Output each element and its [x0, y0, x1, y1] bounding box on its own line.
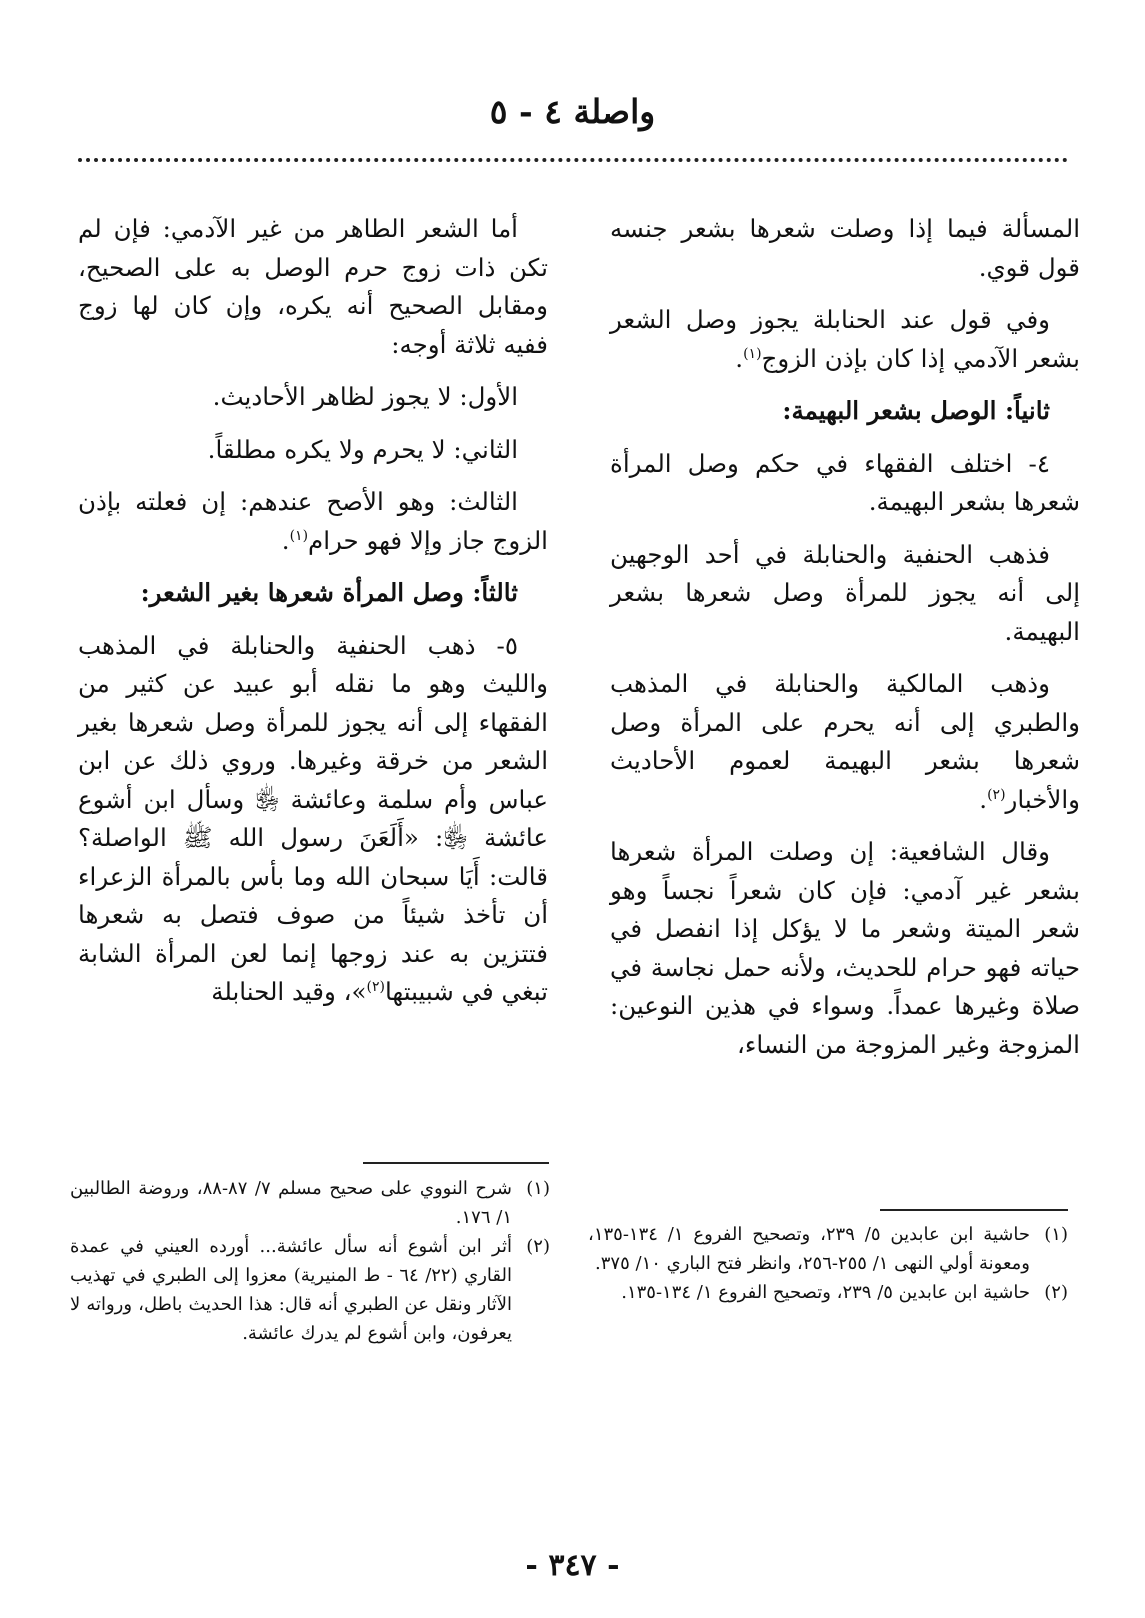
paragraph-text: وقال الشافعية: إن وصلت المرأة شعرها بشعر غير آدمي: فإن كان شعراً نجساً وهو شعر الميتة وشعر ما لا يؤكل إذا انفصل في حياته فهو حرام للحديث، ولأنه حمل نجاسة في صلاة وغيرها عمداً. وسواء في هذين النوعين: المزوجة وغير المزوجة من النساء،: [610, 837, 1080, 1059]
paragraph-text: ٤- اختلف الفقهاء في حكم وصل المرأة شعرها بشعر البهيمة.: [610, 448, 1080, 516]
paragraph-text: وذهب المالكية والحنابلة في المذهب والطبري إلى أنه يحرم على المرأة وصل شعرها بشعر البهيمة لعموم الأحاديث والأخبار: [610, 669, 1080, 814]
right-paragraph-5: [610, 665, 1080, 819]
footnote-number: (٢): [526, 1236, 550, 1257]
left-footnote-0: [70, 1174, 550, 1232]
right-footnote-0: [588, 1220, 1068, 1278]
right-paragraph-0: [610, 210, 1080, 287]
footnote-text: أثر ابن أشوع أنه سأل عائشة... أورده العيني في عمدة القاري (٢٢/ ٦٤ - ط المنيرية) معزوا إلى الطبري في تهذيب الآثار ونقل عن الطبري أنه قال: هذا الحديث باطل، ورواته لا يعرفون، وابن أشوع لم يدرك عائشة.: [70, 1236, 512, 1344]
left-paragraph-2: [78, 431, 548, 470]
right-paragraph-3: [610, 445, 1080, 522]
left-paragraph-0: [78, 210, 548, 364]
left-paragraph-3: [78, 483, 548, 560]
paragraph-text: المسألة فيما إذا وصلت شعرها بشعر جنسه قول قوي.: [610, 214, 1080, 282]
paragraph-text: ثالثاً: وصل المرأة شعرها بغير الشعر:: [140, 578, 518, 607]
footnote-reference: (١): [743, 345, 762, 362]
footnote-reference: (٢): [366, 978, 385, 995]
paragraph-text: الثالث: وهو الأصح عندهم: إن فعلته بإذن الزوج جاز وإلا فهو حرام: [78, 487, 548, 555]
paragraph-tail: .: [979, 784, 988, 814]
left-column: [78, 210, 548, 1026]
page-number: [0, 1548, 1145, 1583]
footnotes-left: [70, 1174, 550, 1348]
page-number-text: - ٣٤٧ -: [525, 1548, 620, 1583]
page-header: [0, 92, 1145, 131]
paragraph-text: الثاني: لا يحرم ولا يكره مطلقاً.: [207, 434, 518, 464]
footnotes-right: [588, 1220, 1068, 1307]
right-paragraph-1: [610, 301, 1080, 378]
paragraph-tail: .: [281, 525, 290, 555]
paragraph-text: وفي قول عند الحنابلة يجوز وصل الشعر بشعر الآدمي إذا كان بإذن الزوج: [610, 305, 1080, 373]
footnote-reference: (٢): [987, 786, 1006, 803]
paragraph-text: ثانياً: الوصل بشعر البهيمة:: [782, 396, 1050, 425]
right-column: [610, 210, 1080, 1078]
footnote-reference: (١): [289, 527, 309, 544]
footnote-rule-right: [880, 1209, 1068, 1211]
paragraph-tail: »، وقيد الحنابلة: [211, 977, 367, 1006]
footnote-text: شرح النووي على صحيح مسلم ٧/ ٨٧-٨٨، وروضة الطالبين ١/ ١٧٦.: [70, 1178, 512, 1228]
footnote-number: (٢): [1044, 1282, 1068, 1303]
left-paragraph-5: [78, 627, 548, 1012]
paragraph-tail: .: [735, 343, 744, 373]
paragraph-text: الأول: لا يجوز لظاهر الأحاديث.: [212, 382, 518, 411]
left-footnote-1: [70, 1232, 550, 1348]
paragraph-text: فذهب الحنفية والحنابلة في أحد الوجهين إلى أنه يجوز للمرأة وصل شعرها بشعر البهيمة.: [610, 539, 1080, 646]
header-title: واصلة ٤ - ٥: [489, 92, 656, 131]
paragraph-text: ٥- ذهب الحنفية والحنابلة في المذهب والليث وهو ما نقله أبو عبيد عن كثير من الفقهاء إلى أنه يجوز للمرأة وصل شعرها بغير الشعر من خرقة وغيرها. وروي ذلك عن ابن عباس وأم سلمة وعائشة ﵂ وسأل ابن أشوع عائشة ﵂: «أَلَعَنَ رسول الله ﷺ الواصلة؟ قالت: أَيَا سبحان الله وما بأس بالمرأة الزعراء أن تأخذ شيئاً من صوف فتصل به شعرها فتتزين به عند زوجها إنما لعن المرأة الشابة تبغي في شبيبتها: [78, 630, 548, 1006]
footnote-number: (١): [1044, 1224, 1068, 1245]
footnote-text: حاشية ابن عابدين ٥/ ٢٣٩، وتصحيح الفروع ١/ ١٣٤-١٣٥.: [621, 1282, 1030, 1303]
right-paragraph-4: [610, 536, 1080, 652]
footnote-rule-left: [363, 1162, 549, 1164]
left-paragraph-1: [78, 378, 548, 417]
footnote-number: (١): [526, 1178, 550, 1199]
right-paragraph-6: [610, 833, 1080, 1064]
footnote-text: حاشية ابن عابدين ٥/ ٢٣٩، وتصحيح الفروع ١/ ١٣٤-١٣٥، ومعونة أولي النهى ١/ ٢٥٥-٢٥٦، وانظر فتح الباري ١٠/ ٣٧٥.: [588, 1224, 1030, 1274]
header-dotted-rule: [78, 158, 1068, 162]
paragraph-text: أما الشعر الطاهر من غير الآدمي: فإن لم تكن ذات زوج حرم الوصل به على الصحيح، ومقابل الصحيح أنه يكره، وإن كان لها زوج ففيه ثلاثة أوجه:: [78, 214, 548, 359]
right-footnote-1: [588, 1278, 1068, 1307]
left-heading-4: [78, 574, 548, 613]
right-heading-2: [610, 392, 1080, 431]
